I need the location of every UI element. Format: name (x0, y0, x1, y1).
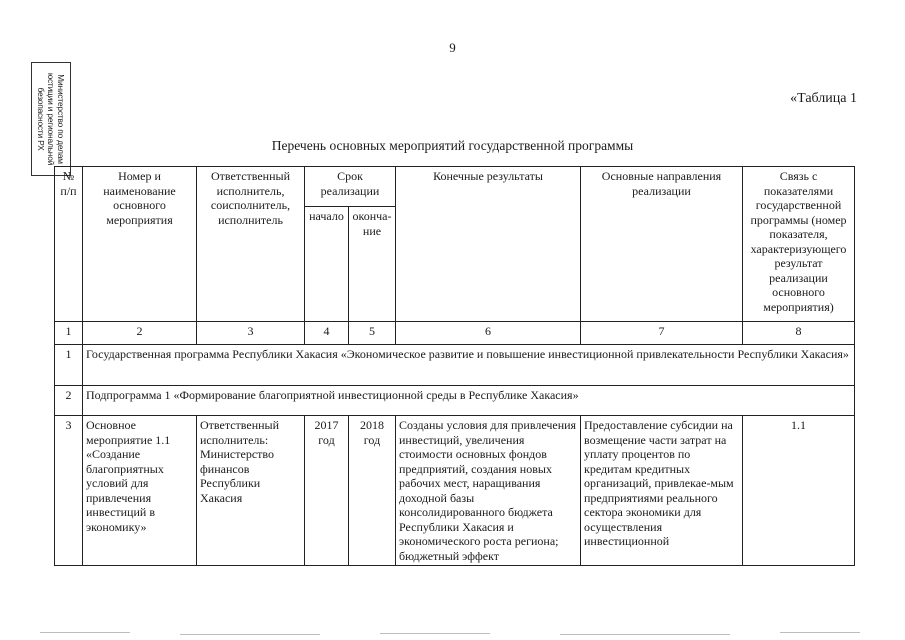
column-number: 2 (83, 322, 197, 345)
end-year: 2018 год (349, 416, 396, 566)
program-title: Государственная программа Республики Хакасия «Экономическое развитие и повышение инвестиционной привлекательности Республики Хакасия» (83, 345, 855, 386)
table-title: Перечень основных мероприятий государственной программы (271, 138, 634, 153)
start-year: 2017 год (305, 416, 349, 566)
column-number: 1 (55, 322, 83, 345)
header-measure: Номер и наименование основного мероприятия (83, 167, 197, 322)
final-results: Созданы условия для привлечения инвестиций, увеличения стоимости основных фондов предприятий, создания новых рабочих мест, наращивания доходной базы консолидированного бюджета Республики Хакасия и экономического роста региона; бюджетный эффект (396, 416, 581, 566)
stamp-text (36, 65, 66, 173)
column-number: 8 (743, 322, 855, 345)
table-row (55, 386, 855, 416)
scan-noise (780, 632, 860, 633)
implementation-directions: Предоставление субсидии на возмещение части затрат на уплату процентов по кредитам кредитных организаций, привлекае-мым предприятиями реального сектора экономики для осуществления инвестиционной (581, 416, 743, 566)
header-end: оконча-ние (349, 207, 396, 322)
header-row (55, 167, 855, 207)
subprogram-title: Подпрограмма 1 «Формирование благоприятной инвестиционной среды в Республике Хакасия» (83, 386, 855, 416)
registration-stamp (31, 62, 71, 176)
column-number: 6 (396, 322, 581, 345)
column-number-row (55, 322, 855, 345)
column-number: 5 (349, 322, 396, 345)
header-start: начало (305, 207, 349, 322)
indicator-link: 1.1 (743, 416, 855, 566)
stamp-line-2: юстиции и региональной (46, 72, 56, 166)
scan-noise (380, 633, 490, 634)
scan-noise (180, 634, 320, 635)
header-indicator: Связь с показателями государственной программы (номер показателя, характеризующего результат реализации основного мероприятия) (743, 167, 855, 322)
column-number: 3 (197, 322, 305, 345)
table-row (55, 345, 855, 386)
table-label: «Таблица 1 (790, 91, 857, 106)
header-executor: Ответственный исполнитель, соисполнитель, исполнитель (197, 167, 305, 322)
column-number: 7 (581, 322, 743, 345)
page-number: 9 (449, 40, 456, 55)
scan-noise (40, 632, 130, 633)
scan-noise (560, 634, 730, 635)
table-row (55, 416, 855, 566)
column-number: 4 (305, 322, 349, 345)
stamp-line-3: безопасности РХ (36, 87, 46, 151)
header-period: Срок реализации (305, 167, 396, 207)
measures-table (54, 166, 855, 566)
row-number: 3 (55, 416, 83, 566)
header-num: № п/п (55, 167, 83, 322)
header-results: Конечные результаты (396, 167, 581, 322)
row-number: 1 (55, 345, 83, 386)
responsible-executor: Ответственный исполнитель: Министерство финансов Республики Хакасия (197, 416, 305, 566)
measure-name: Основное мероприятие 1.1 «Создание благоприятных условий для привлечения инвестиций в экономику» (83, 416, 197, 566)
stamp-line-1: Министерство по делам (56, 74, 66, 164)
header-directions: Основные направления реализации (581, 167, 743, 322)
row-number: 2 (55, 386, 83, 416)
